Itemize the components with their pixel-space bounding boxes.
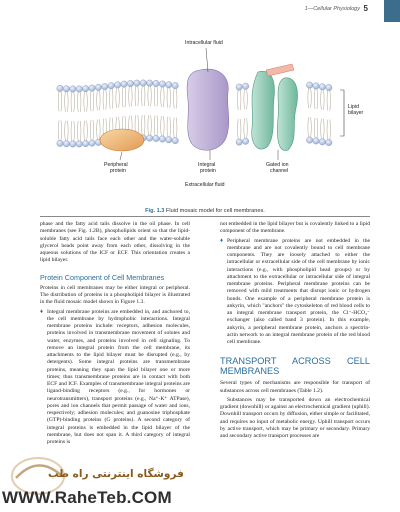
fatty-acid-tail	[148, 86, 149, 106]
phospholipid-head	[63, 141, 69, 147]
fatty-acid-tail	[317, 118, 318, 138]
fatty-acid-tail	[116, 88, 117, 108]
phospholipid-head	[326, 139, 332, 145]
ion-channel-right-subunit	[277, 78, 297, 151]
fatty-acid-tail	[170, 88, 171, 108]
label-integral-line1: Integral	[198, 162, 216, 168]
phospholipid-head	[140, 80, 146, 86]
fatty-acid-tail	[154, 115, 155, 135]
watermark-url: WWW.RaheTeb.COM	[2, 488, 172, 507]
bullet-text: Peripheral membrane proteins are not embedded in the membrane and are not covalently bound to cell membrane components. They are loosely attached to either the intracellular or extracellular side of the cell membrane by ionic interactions (e.g., with phospholipid head groups) or by attachment to the extracellular or intracellular side of integral membrane proteins. Peripheral membrane proteins can be removed with mild treatments that disrupt ionic or hydrogen bonds. One example of a peripheral membrane protein is ankyrin, which "anchors" the cytoskeleton of red blood cells to an integral membrane transport protein, the Cl⁻-HCO₃⁻ exchanger (also called band 3 protein). In this example, ankyrin, a peripheral membrane protein, anchors a spectrin-actin network to an integral membrane protein of the red blood cell membrane.	[227, 237, 370, 345]
phospholipid-head	[153, 135, 159, 141]
fatty-acid-tail	[144, 115, 145, 135]
phospholipid-head	[108, 83, 114, 89]
fatty-acid-tail	[247, 118, 248, 138]
phospholipid-head	[306, 82, 312, 88]
fatty-acid-tail	[167, 117, 168, 137]
label-gated-line1: Gated ion	[266, 162, 289, 168]
fatty-acid-tail	[321, 90, 322, 110]
fatty-acid-tail	[109, 89, 110, 109]
fatty-acid-tail	[112, 89, 113, 109]
bullet-text: Integral membrane proteins are embedded in, and anchored to, the cell membrane by hydrophobic interactions. Integral membrane proteins include: receptors, adhesion molecules, proteins involved in transmembrane movement of solutes and water, enzymes, and proteins involved in cell signaling. To remove an integral protein from the cell membrane, its attachments to the lipid bilayer must be disrupted (e.g., by detergents). Some integral proteins are transmembrane proteins, meaning they span the lipid bilayer one or more times; thus transmembrane proteins are in contact with both ECF and ICF. Examples of transmembrane integral proteins are ligand-binding receptors (e.g., for hormones or neurotransmitters), transport proteins (e.g., Na⁺-K⁺ ATPase), pores and ion channels that permit passage of water and ions, respectively; adhesion molecules; and guanosine triphosphate (GTP)-binding proteins (G proteins). A second category of integral proteins is embedded in the lipid bilayer of the membrane, but does not span it. A third category of integral proteins is	[47, 308, 190, 445]
fatty-acid-tail	[176, 118, 177, 138]
right-column	[220, 221, 370, 442]
watermark-persian-text: فروشگاه اینترنتی راه طب	[48, 468, 184, 480]
fatty-acid-tail	[323, 119, 324, 139]
fatty-acid-tail	[138, 86, 139, 106]
phospholipid-head	[153, 80, 159, 86]
fatty-acid-tail	[97, 119, 98, 139]
fatty-acid-tail	[77, 92, 78, 112]
fatty-acid-tail	[247, 89, 248, 109]
label-peripheral-line1: Peripheral	[104, 162, 128, 168]
paragraph: phase and the fatty acid tails dissolve in the oil phase. In cell membranes (see Fig. 1.2B), phospholipids orient so that the lipid-soluble fatty acid tails face each other and the water-soluble glycerol heads point away from each other, dissolving in the aqueous solutions of the ICF or ECF. This orientation creates a lipid bilayer.	[40, 221, 190, 264]
phospholipid-head	[159, 81, 165, 87]
phospholipid-head	[242, 83, 248, 89]
paragraph: Substances may be transported down an electrochemical gradient (downhill) or against an electrochemical gradient (uphill). Downhill transport occurs by diffusion, either simple or facilitated, and requires no input of metabolic energy. Uphill transport occurs by active transport, which may be primary or secondary. Primary and secondary active transport processes are	[220, 396, 370, 439]
fatty-acid-tail	[74, 121, 75, 141]
fluid-mosaic-diagram	[40, 32, 370, 200]
phospholipid-head	[166, 82, 172, 88]
fatty-acid-tail	[84, 92, 85, 112]
phospholipid-head	[89, 140, 95, 146]
fatty-acid-tail	[330, 120, 331, 140]
phospholipid-head	[89, 85, 95, 91]
bullet-diamond-icon: ♦	[40, 308, 44, 315]
phospholipid-head	[76, 86, 82, 92]
phospholipid-head	[242, 138, 248, 144]
fatty-acid-tail	[87, 121, 88, 141]
fatty-acid-tail	[311, 88, 312, 108]
phospholipid-head	[326, 84, 332, 90]
page-header	[0, 0, 400, 22]
phospholipid-head	[172, 137, 178, 143]
phospholipid-head	[146, 80, 152, 86]
label-lipid-line2: bilayer	[348, 110, 364, 116]
fatty-acid-tail	[87, 92, 88, 112]
fatty-acid-tail	[244, 89, 245, 109]
paragraph: Proteins in cell membranes may be either integral or peripheral. The distribution of proteins in a phospholipid bilayer is illustrated in the fluid mosaic model shown in Figure 1.3.	[40, 284, 190, 306]
phospholipid-head	[319, 139, 325, 145]
label-extracellular: Extracellular fluid	[185, 182, 225, 188]
phospholipid-head	[236, 84, 242, 90]
figure-caption	[40, 208, 370, 214]
phospholipid-head	[82, 85, 88, 91]
phospholipid-head	[146, 135, 152, 141]
fatty-acid-tail	[144, 86, 145, 106]
fatty-acid-tail	[125, 87, 126, 107]
paragraph: not embedded in the lipid bilayer but is covalently linked to a lipid component of the membrane.	[220, 221, 370, 235]
fatty-acid-tail	[323, 90, 324, 110]
phospholipid-head	[70, 141, 76, 147]
fatty-acid-tail	[161, 116, 162, 136]
label-lipid-line1: Lipid	[348, 104, 359, 110]
fatty-acid-tail	[330, 91, 331, 111]
phospholipid-head	[127, 80, 133, 86]
fatty-acid-tail	[61, 91, 62, 111]
fluid-mosaic-figure	[40, 32, 370, 200]
phospholipid-head	[172, 82, 178, 88]
fatty-acid-tail	[163, 87, 164, 107]
fatty-acid-tail	[170, 117, 171, 137]
fatty-acid-tail	[161, 87, 162, 107]
fatty-acid-tail	[163, 116, 164, 136]
phospholipid-head	[102, 83, 108, 89]
fatty-acid-tail	[67, 92, 68, 112]
fatty-acid-tail	[317, 89, 318, 109]
phospholipid-head	[134, 80, 140, 86]
phospholipid-head	[57, 85, 63, 91]
fatty-acid-tail	[71, 121, 72, 141]
fatty-acid-tail	[129, 87, 130, 107]
label-gated-line2: channel	[270, 168, 289, 174]
fatty-acid-tail	[237, 90, 238, 110]
fatty-acid-tail	[65, 121, 66, 141]
fatty-acid-tail	[80, 121, 81, 141]
fatty-acid-tail	[122, 87, 123, 107]
fatty-acid-tail	[71, 92, 72, 112]
fatty-acid-tail	[321, 119, 322, 139]
fatty-acid-tail	[308, 88, 309, 108]
fatty-acid-tail	[93, 120, 94, 140]
fatty-acid-tail	[308, 117, 309, 137]
phospholipid-head	[121, 81, 127, 87]
fatty-acid-tail	[240, 119, 241, 139]
fatty-acid-tail	[141, 86, 142, 106]
left-column	[40, 221, 190, 448]
fatty-acid-tail	[148, 115, 149, 135]
phospholipid-head	[319, 84, 325, 90]
fatty-acid-tail	[93, 91, 94, 111]
fatty-acid-tail	[173, 89, 174, 109]
running-head: 1—Cellular Physiology	[304, 6, 360, 12]
fatty-acid-tail	[77, 121, 78, 141]
fatty-acid-tail	[311, 117, 312, 137]
bullet-diamond-icon: ♦	[220, 237, 224, 244]
fatty-acid-tail	[58, 120, 59, 140]
label-integral	[198, 162, 217, 174]
figure-number: Fig. 1.3	[145, 208, 165, 214]
leader-peripheral	[120, 152, 122, 160]
fatty-acid-tail	[90, 120, 91, 140]
phospholipid-head	[63, 86, 69, 92]
phospholipid-head	[57, 140, 63, 146]
phospholipid-head	[76, 141, 82, 147]
peripheral-protein	[100, 129, 144, 151]
fatty-acid-tail	[74, 92, 75, 112]
fatty-acid-tail	[167, 88, 168, 108]
fatty-acid-tail	[58, 91, 59, 111]
fatty-acid-tail	[80, 92, 81, 112]
fatty-acid-tail	[141, 115, 142, 135]
label-integral-line2: protein	[200, 168, 216, 174]
phospholipid-head	[70, 86, 76, 92]
fatty-acid-tail	[151, 115, 152, 135]
label-peripheral	[104, 162, 129, 174]
phospholipid-head	[82, 140, 88, 146]
fatty-acid-tail	[157, 115, 158, 135]
fatty-acid-tail	[240, 90, 241, 110]
paragraph: Several types of mechanisms are responsible for transport of substances across cell membranes (Table 1.2).	[220, 380, 370, 394]
page-number: 5	[363, 4, 368, 13]
phospholipid-head	[236, 139, 242, 145]
fatty-acid-tail	[176, 89, 177, 109]
fatty-acid-tail	[151, 86, 152, 106]
fatty-acid-tail	[327, 120, 328, 140]
phospholipid-head	[166, 137, 172, 143]
phospholipid-head	[306, 137, 312, 143]
label-lipid-bilayer	[348, 104, 364, 116]
fatty-acid-tail	[154, 86, 155, 106]
fatty-acid-tail	[84, 121, 85, 141]
bullet-item	[220, 238, 370, 347]
ion-channel-left-subunit	[252, 71, 275, 149]
header-accent-bar	[384, 0, 400, 22]
label-intracellular: Intracellular fluid	[185, 40, 223, 46]
figure-caption-text: Fluid mosaic model for cell membranes.	[165, 208, 265, 214]
fatty-acid-tail	[106, 90, 107, 110]
phospholipid-head	[159, 136, 165, 142]
fatty-acid-tail	[99, 119, 100, 139]
fatty-acid-tail	[90, 91, 91, 111]
channel-gate	[266, 64, 294, 76]
section-heading: TRANSPORT ACROSS CELL MEMBRANES	[220, 356, 370, 377]
label-peripheral-line2: protein	[110, 168, 126, 174]
fatty-acid-tail	[244, 118, 245, 138]
fatty-acid-tail	[97, 90, 98, 110]
fatty-acid-tail	[314, 89, 315, 109]
fatty-acid-tail	[157, 86, 158, 106]
fatty-acid-tail	[103, 90, 104, 110]
section-heading: Protein Component of Cell Membranes	[40, 272, 165, 282]
phospholipid-head	[313, 83, 319, 89]
fatty-acid-tail	[67, 121, 68, 141]
fatty-acid-tail	[327, 91, 328, 111]
fatty-acid-tail	[119, 88, 120, 108]
phospholipid-head	[114, 82, 120, 88]
fatty-acid-tail	[135, 86, 136, 106]
phospholipid-head	[95, 84, 101, 90]
fatty-acid-tail	[131, 87, 132, 107]
fatty-acid-tail	[314, 118, 315, 138]
leader-intracellular	[206, 48, 208, 72]
fatty-acid-tail	[173, 118, 174, 138]
fatty-acid-tail	[61, 120, 62, 140]
fatty-acid-tail	[65, 92, 66, 112]
bilayer-bracket	[340, 90, 344, 136]
fatty-acid-tail	[237, 119, 238, 139]
phospholipid-head	[313, 138, 319, 144]
fatty-acid-tail	[99, 90, 100, 110]
bullet-item	[40, 309, 190, 447]
label-gated	[266, 162, 290, 174]
caption-rule	[40, 216, 370, 217]
integral-protein	[187, 69, 229, 150]
